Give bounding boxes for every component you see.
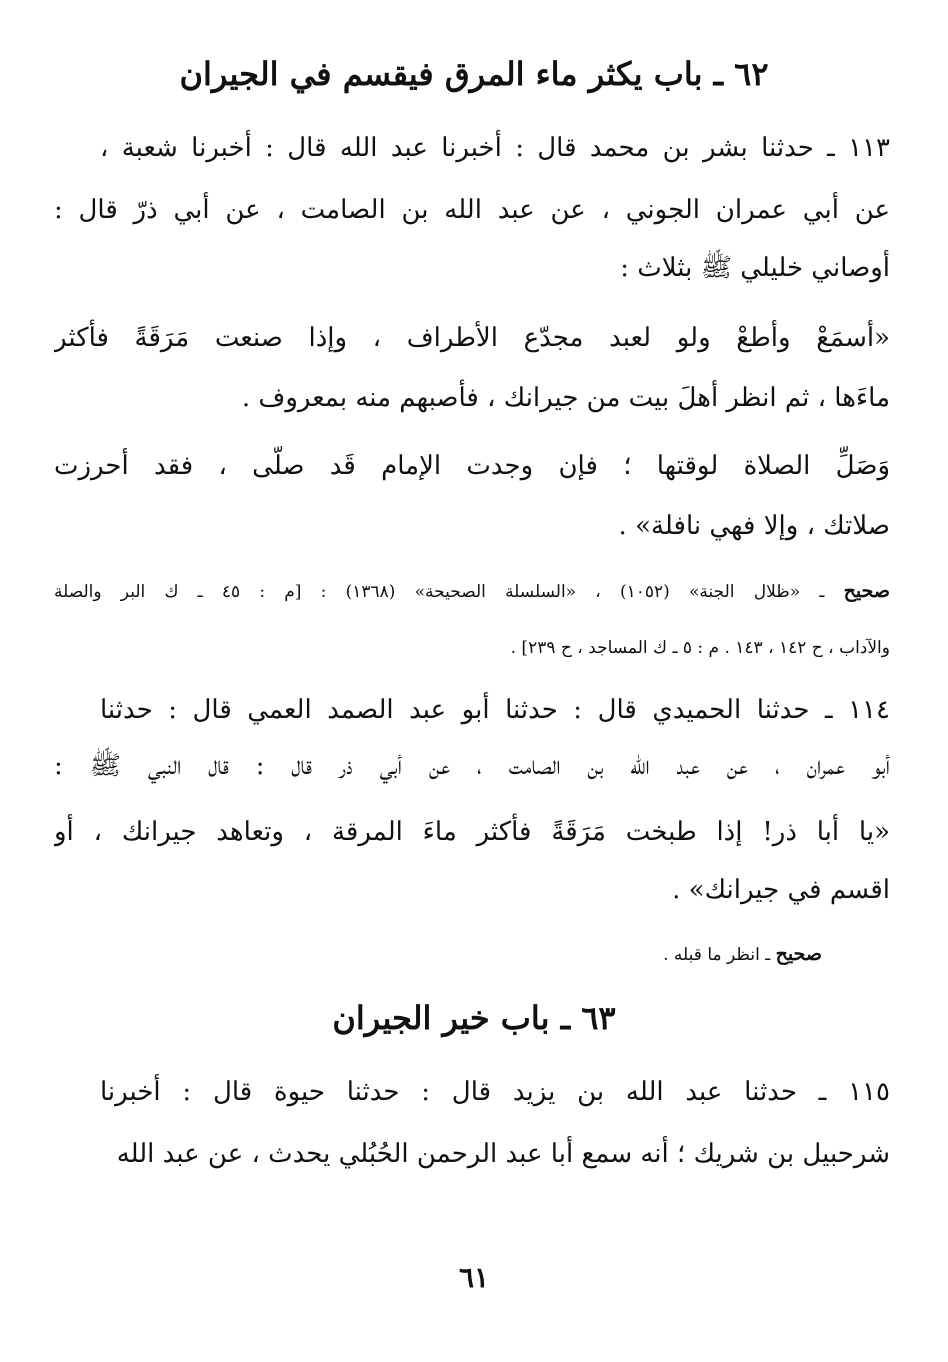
grading-label: صحيح xyxy=(843,580,890,602)
hadith-113-line-1: ١١٣ ـ حدثنا بشر بن محمد قال : أخبرنا عبد الله قال : أخبرنا شعبة ، xyxy=(100,133,890,163)
hadith-114-line-2: أبو عمران ، عن عبد الله بن الصامت ، عن أبي ذر قال : قال النبي ﷺ : xyxy=(54,751,890,781)
grading-text: ـ انظر ما قبله . xyxy=(663,945,771,965)
hadith-114-line-3: «يا أبا ذر! إذا طبخت مَرَقَةً فأكثر ماءَ المرقة ، وتعاهد جيرانك ، أو xyxy=(54,817,890,847)
hadith-113-line-5: ماءَها ، ثم انظر أهلَ بيت من جيرانك ، فأصبهم منه بمعروف . xyxy=(241,383,890,413)
hadith-115-line-2: شرحبيل بن شريك ؛ أنه سمع أبا عبد الرحمن الحُبُلي يحدث ، عن عبد الله xyxy=(116,1139,890,1169)
grading-label: صحيح xyxy=(775,943,822,965)
hadith-113-line-6: وَصَلِّ الصلاة لوقتها ؛ فإن وجدت الإمام قَد صلّى ، فقد أحرزت xyxy=(54,451,890,481)
hadith-113-line-4: «أسمَعْ وأطعْ ولو لعبد مجدّع الأطراف ، وإذا صنعت مَرَقَةً فأكثر xyxy=(54,323,890,353)
grading-note-113-line-1 xyxy=(54,577,890,607)
chapter-heading-62: ٦٢ ـ باب يكثر ماء المرق فيقسم في الجيران xyxy=(179,55,769,93)
hadith-114-line-1: ١١٤ ـ حدثنا الحميدي قال : حدثنا أبو عبد الصمد العمي قال : حدثنا xyxy=(100,695,890,725)
grading-note-113-line-2: والآداب ، ح ١٤٢ ، ١٤٣ . م : ٥ ـ ك المساجد ، ح ٢٣٩] . xyxy=(510,638,890,658)
hadith-114-line-4: اقسم في جيرانك» . xyxy=(672,875,890,905)
grading-text: ـ «ظلال الجنة» (١٠٥٢) ، «السلسلة الصحيحة» (١٣٦٨) : [م : ٤٥ ـ ك البر والصلة xyxy=(54,582,825,602)
hadith-115-line-1: ١١٥ ـ حدثنا عبد الله بن يزيد قال : حدثنا حيوة قال : أخبرنا xyxy=(100,1077,890,1107)
grading-note-114 xyxy=(62,940,822,970)
hadith-113-line-2: عن أبي عمران الجوني ، عن عبد الله بن الصامت ، عن أبي ذرّ قال : xyxy=(54,195,890,225)
chapter-heading-63: ٦٣ ـ باب خير الجيران xyxy=(332,999,616,1037)
page-number: ٦١ xyxy=(458,1261,490,1294)
hadith-113-line-3: أوصاني خليلي ﷺ بثلاث : xyxy=(620,253,890,283)
hadith-113-line-7: صلاتك ، وإلا فهي نافلة» . xyxy=(618,511,890,541)
